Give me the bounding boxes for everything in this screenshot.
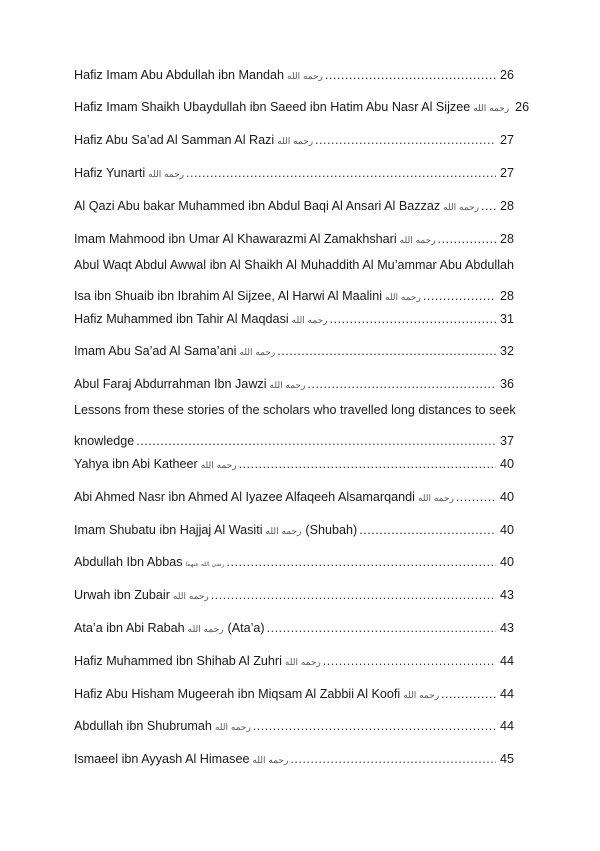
toc-entry-title: Hafiz Yunarti [74,166,146,180]
honorific-glyph: رحمه الله [417,494,454,504]
toc-entry[interactable] [74,67,514,86]
page-number: 40 [499,457,514,471]
dot-leader [438,231,496,248]
honorific-glyph: رحمه الله [265,527,302,537]
honorific-glyph: رحمه الله [277,137,314,147]
toc-entry-title: Imam Mahmood ibn Umar Al Khawarazmi Al Zamakhshari [74,232,397,246]
page-number: 44 [499,719,514,733]
toc-entry[interactable] [74,751,514,770]
page-number: 44 [499,687,514,701]
page-number: 40 [499,555,514,569]
honorific-glyph: رحمه الله [473,104,510,114]
dot-leader [423,288,496,305]
toc-entry[interactable] [74,132,514,151]
honorific-glyph: رحمه الله [200,461,237,471]
honorific-glyph: رحمه الله [187,625,224,635]
honorific-glyph: رحمه الله [291,316,328,326]
toc-entry[interactable] [74,718,514,737]
toc-entry-suffix: (Shubah) [305,523,358,537]
toc-entry-title: knowledge [74,434,135,448]
dot-leader [277,343,496,360]
toc-entry[interactable] [74,343,514,362]
toc-entry-suffix: (Ata’a) [227,621,265,635]
dot-leader [290,751,496,768]
dot-leader [481,198,496,215]
toc-entry[interactable] [74,257,514,307]
toc-entry[interactable] [74,686,514,705]
page-number: 40 [499,523,514,537]
page-number: 44 [499,654,514,668]
dot-leader [211,587,496,604]
page-number: 28 [499,232,514,246]
toc-entry[interactable] [74,99,530,118]
page-number: 32 [499,344,514,358]
dot-leader [307,376,496,393]
honorific-glyph: رحمه الله [269,381,306,391]
page-number: 26 [515,100,530,114]
toc-entry-title: Hafiz Muhammed ibn Shihab Al Zuhri [74,654,282,668]
honorific-glyph: رحمه الله [399,236,436,246]
toc-entry[interactable] [74,653,514,672]
honorific-glyph: رحمه الله [287,72,323,82]
dot-leader [136,433,496,450]
page-number: 36 [499,377,514,391]
toc-entry[interactable] [74,165,514,184]
dot-leader [325,67,496,84]
toc-entry-title: Isa ibn Shuaib ibn Ibrahim Al Sijzee, Al Harwi Al Maalini [74,289,382,303]
toc-entry-first-line: Lessons from these stories of the scholars who travelled long distances to seek [74,403,516,417]
toc-entry[interactable] [74,311,514,330]
honorific-glyph: رحمه الله [239,348,276,358]
toc-entry[interactable] [74,402,514,450]
toc-entry[interactable] [74,554,514,573]
dot-leader [267,620,496,637]
toc-entry-title: Imam Abu Sa’ad Al Sama’ani [74,344,237,358]
page-number: 45 [499,752,514,766]
honorific-glyph: رحمه الله [214,723,251,733]
dot-leader [227,554,496,571]
dot-leader [359,522,496,539]
toc-entry-title: Urwah ibn Zubair [74,588,170,602]
toc-entry[interactable] [74,522,514,541]
dot-leader [239,456,496,473]
dot-leader [315,132,496,149]
honorific-glyph: رحمه الله [403,691,440,701]
page-number: 27 [499,133,514,147]
toc-entry[interactable] [74,376,514,395]
toc-entry[interactable] [74,198,514,217]
toc-entry-title: Hafiz Abu Sa’ad Al Samman Al Razi [74,133,275,147]
dot-leader [441,686,496,703]
honorific-glyph: رحمه الله [284,658,321,668]
page-number: 40 [499,490,514,504]
toc-entry-title: Al Qazi Abu bakar Muhammed ibn Abdul Baqi Al Ansari Al Bazzaz [74,199,441,213]
toc-entry-title: Abdullah Ibn Abbas [74,555,183,569]
toc-entry-first-line: Abul Waqt Abdul Awwal ibn Al Shaikh Al Muhaddith Al Mu’ammar Abu Abdullah [74,258,514,272]
toc-entry-title: Yahya ibn Abi Katheer [74,457,198,471]
toc-entry-title: Hafiz Imam Abu Abdullah ibn Mandah [74,68,285,82]
page-number: 43 [499,621,514,635]
toc-entry-title: Ismaeel ibn Ayyash Al Himasee [74,752,250,766]
toc-entry-title: Hafiz Imam Shaikh Ubaydullah ibn Saeed ibn Hatim Abu Nasr Al Sijzee [74,100,471,114]
toc-entry[interactable] [74,231,514,250]
honorific-glyph: رحمه الله [172,592,209,602]
toc-entry-title: Abdullah ibn Shubrumah [74,719,212,733]
page-number: 37 [499,434,514,448]
dot-leader [323,653,496,670]
toc-entry-title: Ata’a ibn Abi Rabah [74,621,185,635]
dot-leader [330,311,496,328]
page-number: 31 [499,312,514,326]
toc-entry-title: Hafiz Abu Hisham Mugeerah ibn Miqsam Al Zabbii Al Koofi [74,687,401,701]
page-number: 26 [499,68,514,82]
toc-entry-title: Abul Faraj Abdurrahman Ibn Jawzi [74,377,267,391]
honorific-glyph: رحمه الله [443,203,479,213]
dot-leader [253,718,496,735]
toc-entry-title: Hafiz Muhammed ibn Tahir Al Maqdasi [74,312,289,326]
page-number: 28 [499,199,514,213]
dot-leader [186,165,496,182]
toc-entry-title: Abi Ahmed Nasr ibn Ahmed Al Iyazee Alfaqeeh Alsamarqandi [74,490,415,504]
page-number: 28 [499,289,514,303]
toc-entry-title: Imam Shubatu ibn Hajjaj Al Wasiti [74,523,263,537]
toc-entry[interactable] [74,620,514,639]
dot-leader [456,489,496,506]
toc-entry[interactable] [74,456,514,475]
page-number: 43 [499,588,514,602]
honorific-glyph: رحمه الله [385,293,421,303]
honorific-glyph: رحمه الله [148,170,185,180]
honorific-glyph: رضي الله عنهما [185,561,225,568]
toc-entry[interactable] [74,587,514,606]
toc-entry[interactable] [74,489,514,508]
page-number: 27 [499,166,514,180]
honorific-glyph: رحمه الله [252,756,289,766]
